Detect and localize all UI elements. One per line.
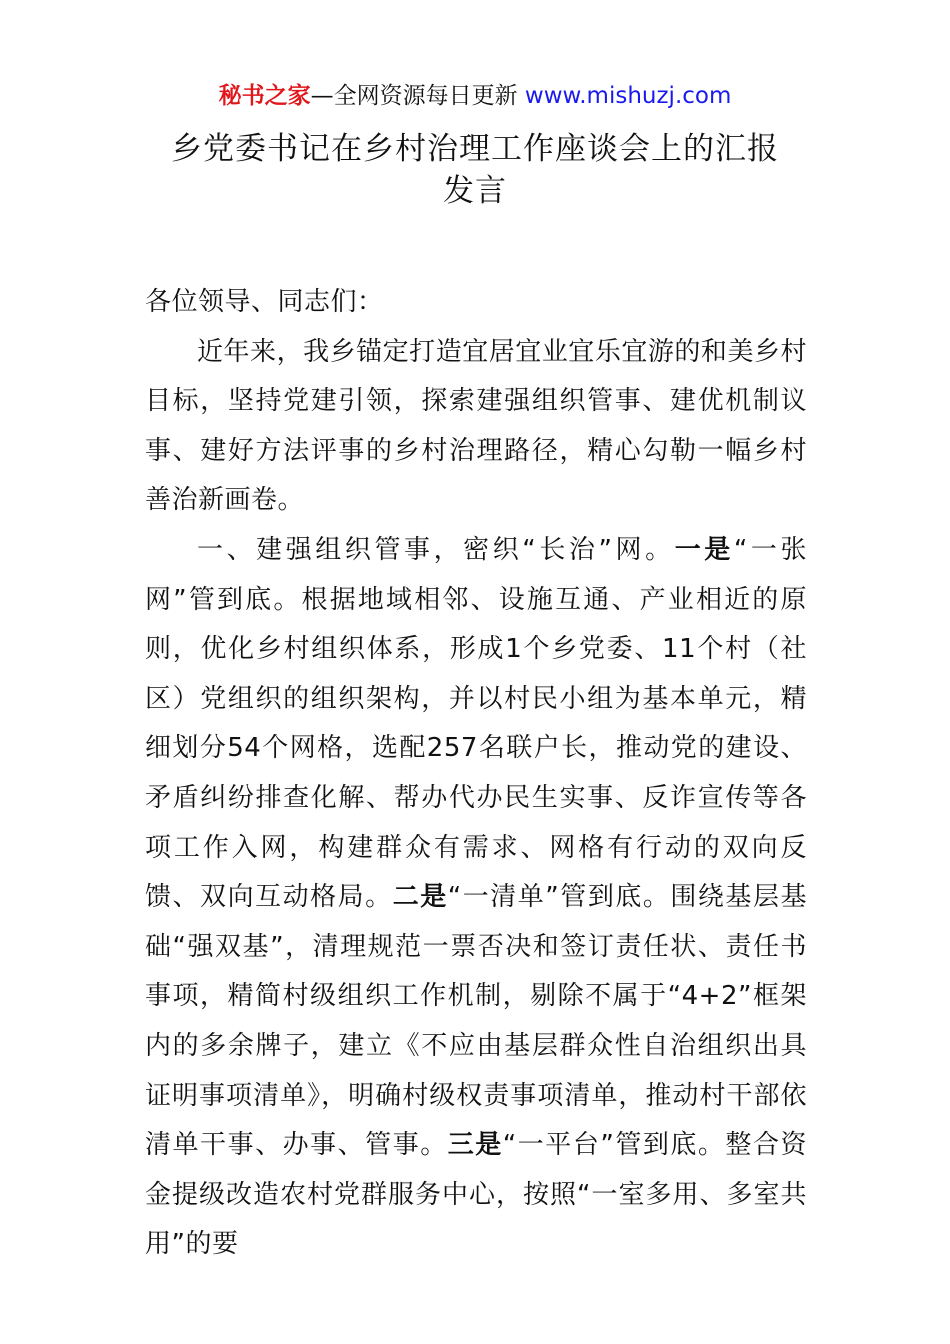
watermark-header: [0, 80, 950, 112]
point-1-text: “一张网”管到底。根据地域相邻、设施互通、产业相近的原则，优化乡村组织体系，形成1个乡党委、11个村（社区）党组织的组织架构，并以村民小组为基本单元，精细划分54个网格，选配257名联户长，推动党的建设、矛盾纠纷排查化解、帮办代办民生实事、反诈宣传等各项工作入网，构建群众有需求、网格有行动的双向反馈、双向互动格局。: [145, 534, 807, 913]
title-line-1: 乡党委书记在乡村治理工作座谈会上的汇报: [171, 131, 779, 167]
point-3-text: “一平台”管到底。整合资金提级改造农村党群服务中心，按照“一室多用、多室共用”的要: [145, 1130, 807, 1260]
brand-name: 秘书之家: [218, 83, 311, 109]
point-2-text: “一清单”管到底。围绕基层基础“强双基”，清理规范一票否决和签订责任状、责任书事项，精简村级组织工作机制，剔除不属于“4+2”框架内的多余牌子，建立《不应由基层群众性自治组织出具证明事项清单》，明确村级权责事项清单，推动村干部依清单干事、办事、管事。: [145, 882, 807, 1161]
intro-paragraph: 近年来，我乡锚定打造宜居宜业宜乐宜游的和美乡村目标，坚持党建引领，探索建强组织管事、建优机制议事、建好方法评事的乡村治理路径，精心勾勒一幅乡村善治新画卷。: [145, 336, 807, 516]
document-title: [100, 128, 850, 212]
section-1-paragraph: [145, 526, 807, 1270]
salutation: 各位领导、同志们：: [145, 287, 384, 317]
site-link[interactable]: www.mishuzj.com: [524, 83, 732, 109]
document-body: [145, 278, 807, 1270]
point-2-label: 二是: [392, 882, 448, 913]
point-1-label: 一是: [674, 534, 734, 565]
section-1-heading: 一、建强组织管事，密织“长治”网。: [197, 534, 675, 565]
title-line-2: 发言: [443, 173, 507, 209]
point-3-label: 三是: [447, 1130, 503, 1161]
header-tagline: —全网资源每日更新: [310, 83, 518, 109]
